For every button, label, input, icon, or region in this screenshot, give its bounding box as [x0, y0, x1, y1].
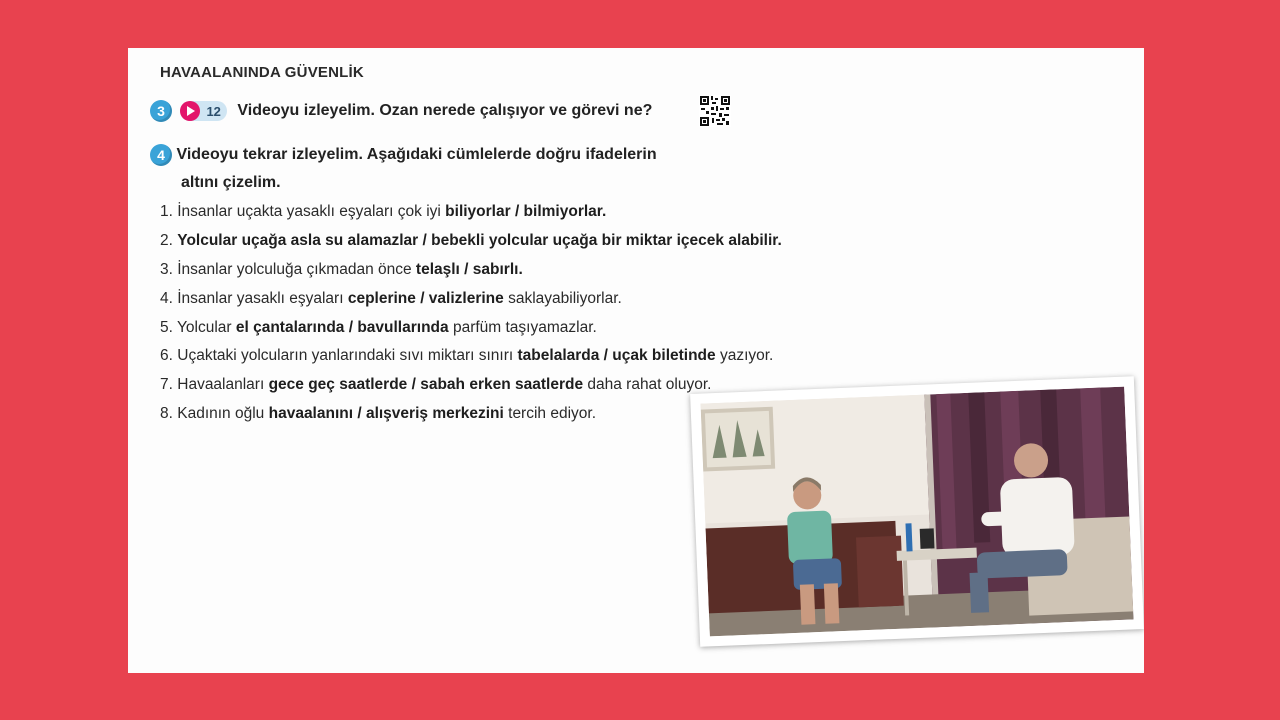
video-still-photo — [690, 376, 1144, 647]
task-3 — [150, 100, 652, 122]
list-item: 6. Uçaktaki yolcuların yanlarındaki sıvı miktarı sınırı tabelalarda / uçak biletinde yazıyor. — [160, 347, 774, 365]
list-item: 2. Yolcular uçağa asla su alamazlar / bebekli yolcular uçağa bir miktar içecek alabilir. — [160, 231, 782, 249]
list-item: 3. İnsanlar yolculuğa çıkmadan önce telaşlı / sabırlı. — [160, 260, 523, 278]
exercise-list — [160, 198, 782, 429]
list-item: 7. Havaalanları gece geç saatlerde / sabah erken saatlerde daha rahat oluyor. — [160, 376, 712, 394]
task-4 — [150, 141, 657, 197]
task-4-line-1: Videoyu tekrar izleyelim. Aşağıdaki cümlelerde doğru ifadelerin — [176, 146, 657, 163]
textbook-page — [128, 48, 1144, 673]
video-number: 12 — [206, 103, 221, 119]
task-4-line-2: altını çizelim. — [181, 174, 281, 192]
list-item: 8. Kadının oğlu havaalanını / alışveriş merkezini tercih ediyor. — [160, 405, 597, 423]
list-item: 4. İnsanlar yasaklı eşyaları ceplerine / valizlerine saklayabiliyorlar. — [160, 289, 622, 307]
section-title: HAVAALANINDA GÜVENLİK — [160, 64, 364, 81]
task-number-badge: 4 — [150, 144, 172, 166]
interview-scene-image — [700, 387, 1133, 637]
video-link-button[interactable] — [180, 101, 226, 121]
list-item: 1. İnsanlar uçakta yasaklı eşyaları çok iyi biliyorlar / bilmiyorlar. — [160, 203, 607, 220]
qr-code-icon[interactable] — [699, 95, 731, 127]
play-icon[interactable] — [180, 101, 200, 121]
list-item: 5. Yolcular el çantalarında / bavullarında parfüm taşıyamazlar. — [160, 318, 597, 336]
task-3-text: Videoyu izleyelim. Ozan nerede çalışıyor ve görevi ne? — [237, 102, 653, 119]
task-number-badge: 3 — [150, 100, 172, 122]
